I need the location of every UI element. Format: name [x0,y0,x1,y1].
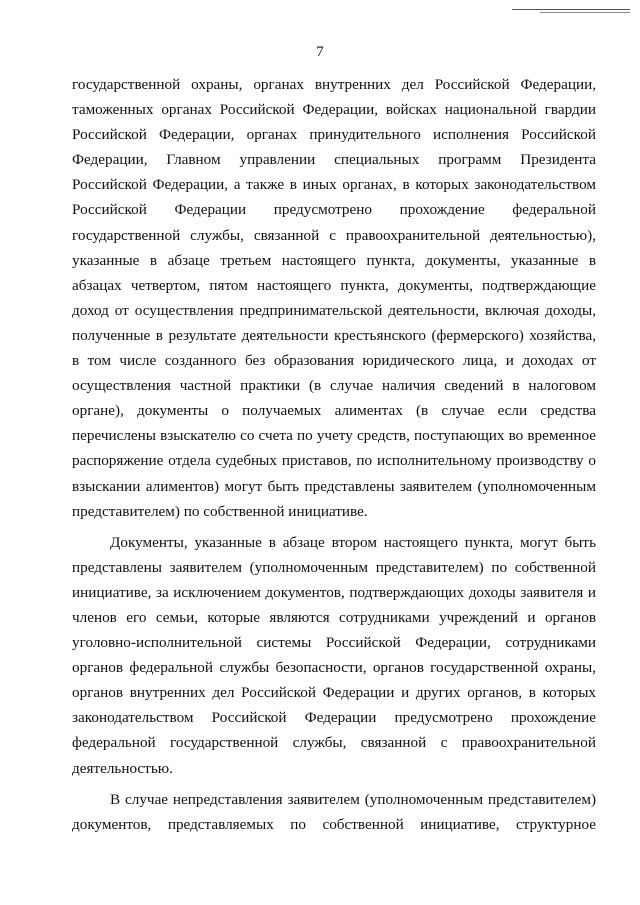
text-line: абзацах четвертом, пятом настоящего пункта, документы, подтверждающие [72,276,596,294]
text-line: законодательством Российской Федерации предусмотрено прохождение [72,709,596,727]
text-line: уголовно-исполнительной системы Российской Федерации, сотрудниками [72,634,596,652]
text-line: Документы, указанные в абзаце втором настоящего пункта, могут быть [110,533,596,551]
document-body [72,72,596,837]
text-line: Российской Федерации предусмотрено прохождение федеральной [72,201,596,219]
text-line: Федерации, Главном управлении специальных программ Президента [72,151,596,169]
text-line: инициативе, за исключением документов, подтверждающих доходы заявителя и [72,583,596,601]
text-line: перечислены взыскателю со счета по учету средств, поступающих во временное [72,427,596,445]
text-line: указанные в абзаце третьем настоящего пункта, документы, указанные в [72,251,596,269]
text-line: доход от осуществления предпринимательской деятельности, включая доходы, [72,301,596,319]
header-rule-secondary [540,12,630,13]
text-line: Российской Федерации, а также в иных органах, в которых законодательством [72,176,596,194]
header-rule [512,9,630,10]
text-line: таможенных органах Российской Федерации, войсках национальной гвардии [72,101,596,119]
text-line: Российской Федерации, органах принудительного исполнения Российской [72,126,596,144]
text-line: государственной службы, связанной с правоохранительной деятельностью), [72,226,596,244]
text-line: полученные в результате деятельности крестьянского (фермерского) хозяйства, [72,326,596,344]
text-line: В случае непредставления заявителем (уполномоченным представителем) [110,790,596,808]
paragraph-2 [72,530,596,781]
text-line: деятельностью. [72,759,173,777]
text-line: в том числе созданного без образования юридического лица, и доходах от [72,352,596,370]
paragraph-3 [72,787,596,837]
page-number: 7 [316,44,324,60]
text-line: органов внутренних дел Российской Федерации и других органов, в которых [72,684,596,702]
text-line: органе), документы о получаемых алиментах (в случае если средства [72,402,596,420]
text-line: осуществления частной практики (в случае наличия сведений в налоговом [72,377,596,395]
text-line: федеральной государственной службы, связанной с правоохранительной [72,734,596,752]
text-line: органов федеральной службы безопасности, органов государственной охраны, [72,659,596,677]
paragraph-1 [72,72,596,524]
text-line: документов, представляемых по собственной инициативе, структурное [72,815,596,833]
text-line: членов его семьи, которые являются сотрудниками учреждений и органов [72,608,596,626]
text-line: государственной охраны, органах внутренних дел Российской Федерации, [72,76,596,93]
text-line: представителем) по собственной инициативе. [72,502,368,520]
text-line: представлены заявителем (уполномоченным представителем) по собственной [72,558,596,576]
text-line: взыскании алиментов) могут быть представлены заявителем (уполномоченным [72,477,596,495]
text-line: распоряжение отдела судебных приставов, по исполнительному производству о [72,452,596,470]
